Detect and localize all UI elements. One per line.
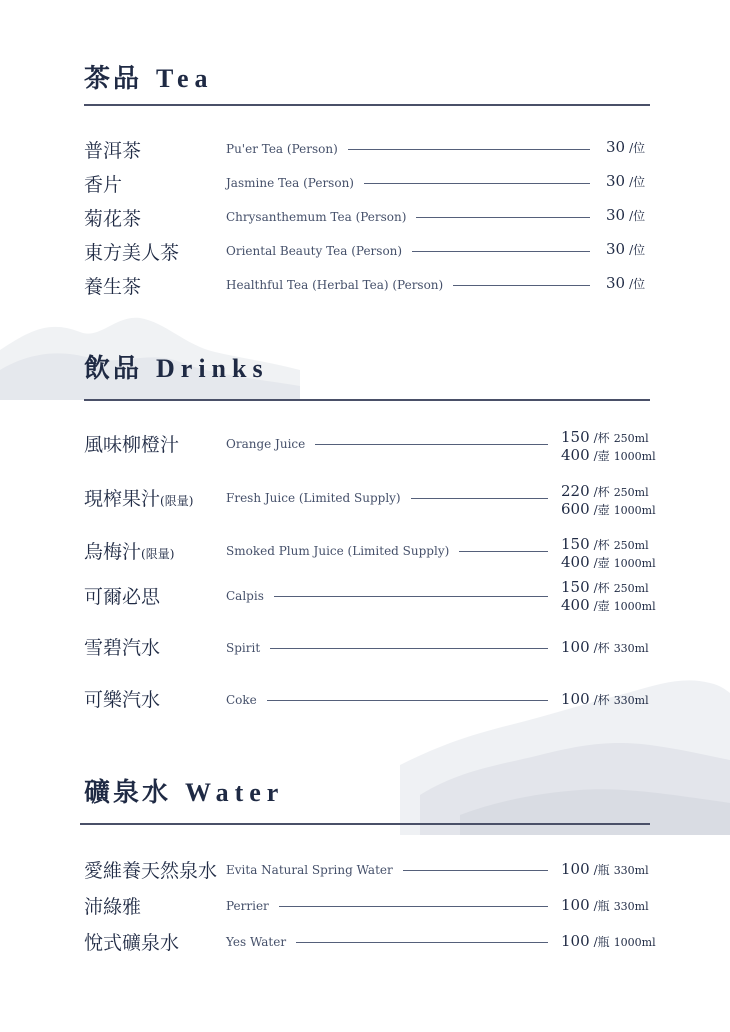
menu-item-fresh-juice [84,482,656,524]
section-title-tea [84,58,214,95]
item-price [606,138,645,156]
price-amount: 150 [561,428,590,446]
price-unit: /壺 [593,449,610,463]
price-amount: 100 [561,896,590,914]
price-amount: 100 [561,932,590,950]
item-price-cup [561,535,649,553]
leader-line [226,700,548,701]
limited-tag: (限量) [160,494,194,508]
item-price [561,860,649,878]
item-name-en: Smoked Plum Juice (Limited Supply) [226,544,459,558]
price-volume: 250ml [613,486,649,499]
item-name-zh: 東方美人茶 [84,242,180,264]
price-volume: 250ml [613,539,649,552]
price-unit: /瓶 [593,863,610,877]
section-divider-drinks [84,399,650,401]
section-title-drinks [84,348,269,385]
item-price [606,172,645,190]
item-price-cup [561,578,649,596]
section-title-water [84,772,284,809]
price-unit: /杯 [593,485,610,499]
item-name-zh: 養生茶 [84,276,142,298]
menu-item-healthful [84,272,650,306]
price-unit: /杯 [593,538,610,552]
item-name-en: Orange Juice [226,437,315,451]
item-name-en: Evita Natural Spring Water [226,863,403,877]
item-name-en: Chrysanthemum Tea (Person) [226,210,416,224]
item-price-cup [561,482,649,500]
item-price-pot [561,553,656,571]
price-volume: 330ml [613,694,649,707]
price-unit: /杯 [593,581,610,595]
section-title-zh: 茶品 [84,64,143,94]
item-name-zh: 沛綠雅 [84,896,142,918]
price-amount: 100 [561,860,590,878]
menu-item-perrier [84,892,650,926]
menu-item-evita [84,856,650,890]
price-amount: 30 [606,138,626,156]
leader-line [226,648,548,649]
section-divider-water [80,823,650,825]
price-amount: 30 [606,206,626,224]
item-name-en: Yes Water [226,935,296,949]
price-unit: /壺 [593,599,610,613]
price-amount: 30 [606,240,626,258]
item-name-zh: 可爾必思 [84,586,161,608]
price-amount: 150 [561,535,590,553]
item-price [606,240,645,258]
section-title-en: Drinks [156,354,269,383]
item-name-zh: 悅式礦泉水 [84,932,180,954]
item-price [561,896,649,914]
item-price-pot [561,596,656,614]
price-volume: 1000ml [613,936,656,949]
menu-item-sprite [84,633,650,667]
price-unit: /壺 [593,556,610,570]
item-name-en: Healthful Tea (Herbal Tea) (Person) [226,278,453,292]
price-volume: 330ml [613,900,649,913]
price-unit: /位 [629,243,646,257]
menu-item-calpis [84,578,656,622]
section-title-en: Water [185,778,285,807]
item-price-pot [561,446,656,464]
item-price [561,638,649,656]
item-name-en: Coke [226,693,267,707]
item-name-zh: 風味柳橙汁 [84,434,180,456]
section-divider-tea [84,104,650,106]
limited-tag: (限量) [141,547,175,561]
item-name-en: Spirit [226,641,270,655]
price-volume: 250ml [613,582,649,595]
item-name-zh [84,537,174,564]
menu-item-coke [84,685,650,719]
item-price [561,690,649,708]
item-price [606,206,645,224]
item-price [561,932,656,950]
price-amount: 220 [561,482,590,500]
price-unit: /杯 [593,693,610,707]
item-name-zh: 愛維養天然泉水 [84,860,218,882]
item-name-en: Oriental Beauty Tea (Person) [226,244,412,258]
price-unit: /瓶 [593,935,610,949]
item-name-zh: 普洱茶 [84,140,142,162]
price-unit: /位 [629,175,646,189]
item-name-zh: 可樂汽水 [84,689,161,711]
price-amount: 600 [561,500,590,518]
menu-item-puer [84,136,650,170]
item-price-pot [561,500,656,518]
price-unit: /位 [629,141,646,155]
price-amount: 400 [561,446,590,464]
leader-line [226,596,548,597]
price-unit: /位 [629,209,646,223]
price-amount: 100 [561,638,590,656]
item-name-en: Fresh Juice (Limited Supply) [226,491,411,505]
item-name-en: Calpis [226,589,274,603]
section-title-en: Tea [156,64,214,93]
menu-item-plum-juice [84,535,656,577]
item-price-cup [561,428,649,446]
price-volume: 1000ml [613,450,656,463]
menu-item-orange-juice [84,428,656,470]
price-volume: 330ml [613,864,649,877]
price-unit: /瓶 [593,899,610,913]
item-name-en: Pu'er Tea (Person) [226,142,348,156]
price-amount: 30 [606,274,626,292]
item-name-zh: 雪碧汽水 [84,637,161,659]
menu-item-oriental-beauty [84,238,650,272]
menu-item-yes-water [84,928,656,962]
price-volume: 250ml [613,432,649,445]
item-name-en: Perrier [226,899,279,913]
price-amount: 400 [561,596,590,614]
item-name-en: Jasmine Tea (Person) [226,176,364,190]
price-volume: 1000ml [613,600,656,613]
section-title-zh: 飲品 [84,354,143,384]
menu-item-chrysanthemum [84,204,650,238]
menu-item-jasmine [84,170,650,204]
item-name-zh [84,484,193,511]
item-name-zh-text: 現榨果汁 [84,488,161,510]
price-volume: 330ml [613,642,649,655]
price-amount: 30 [606,172,626,190]
price-unit: /杯 [593,431,610,445]
price-unit: /位 [629,277,646,291]
price-amount: 400 [561,553,590,571]
item-name-zh: 菊花茶 [84,208,142,230]
price-amount: 100 [561,690,590,708]
price-amount: 150 [561,578,590,596]
section-title-zh: 礦泉水 [84,778,172,808]
price-volume: 1000ml [613,557,656,570]
item-name-zh-text: 烏梅汁 [84,541,142,563]
price-unit: /壺 [593,503,610,517]
item-price [606,274,645,292]
item-name-zh: 香片 [84,174,123,196]
price-unit: /杯 [593,641,610,655]
price-volume: 1000ml [613,504,656,517]
